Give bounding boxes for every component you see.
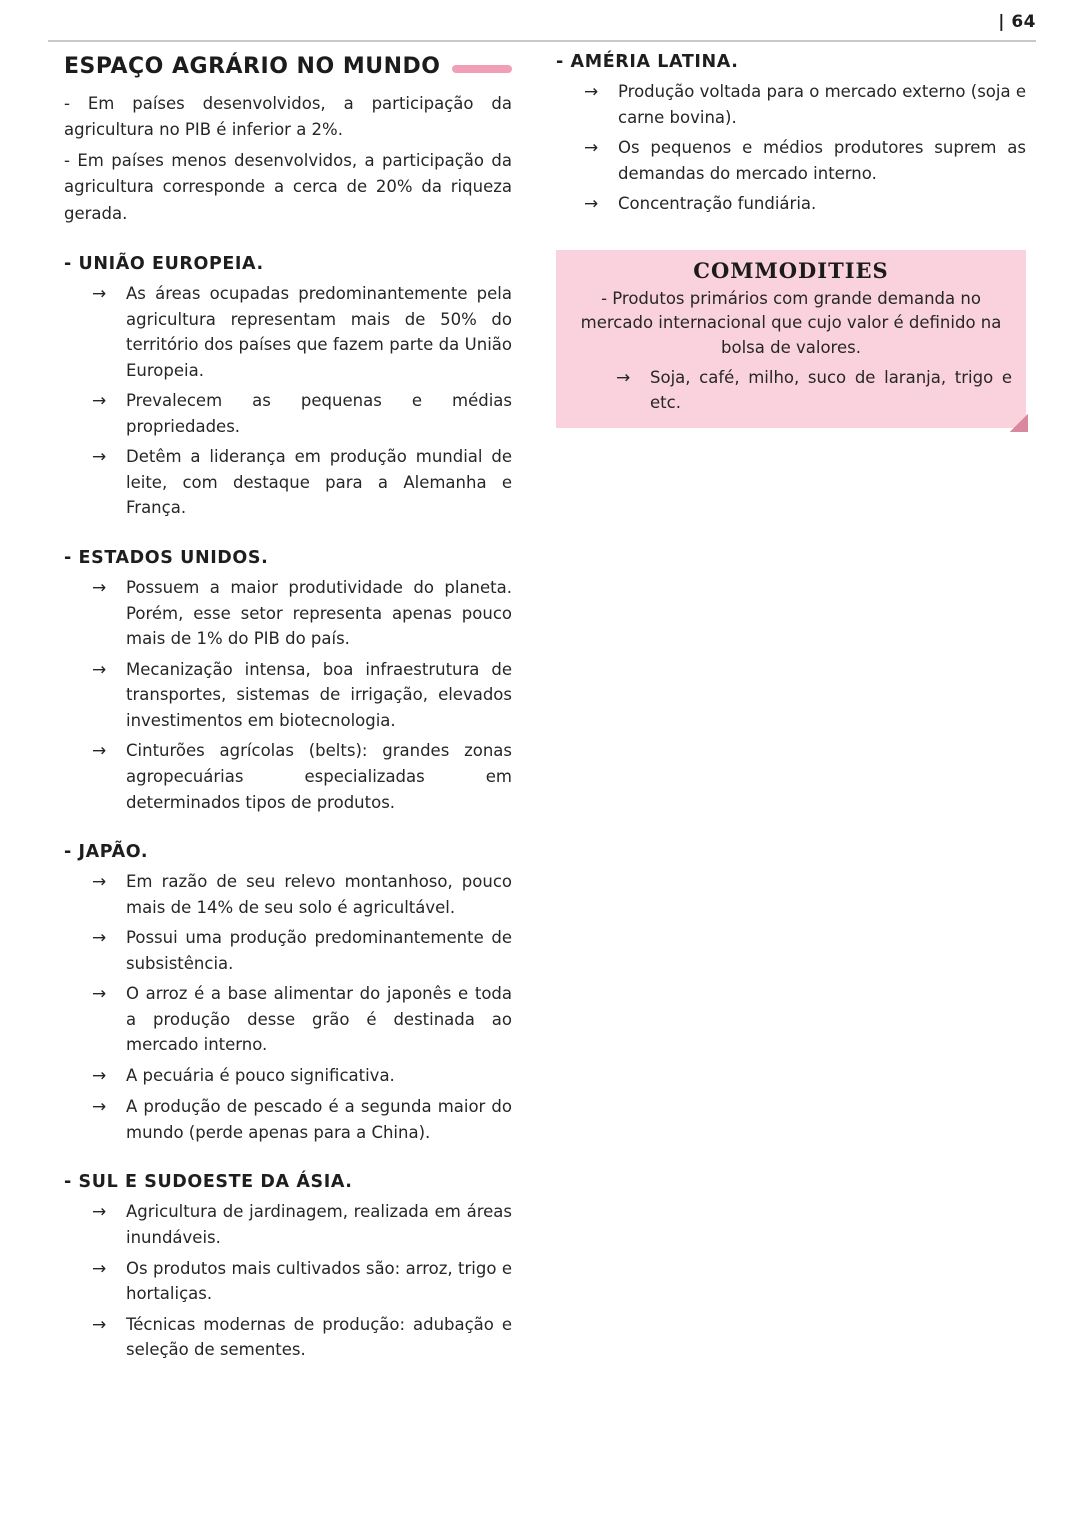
arrow-icon: →: [92, 1258, 107, 1279]
arrow-icon: →: [92, 447, 107, 468]
bullet-item: [64, 1199, 512, 1250]
bullet-item: [64, 1063, 512, 1089]
page-number: | 64: [998, 12, 1036, 32]
bullet-text: Agricultura de jardinagem, realizada em áreas inundáveis.: [126, 1202, 512, 1248]
arrow-icon: →: [92, 741, 107, 762]
right-column: [556, 52, 1026, 428]
bullet-item: [64, 444, 512, 521]
bullet-text: Técnicas modernas de produção: adubação e seleção de sementes.: [126, 1314, 512, 1360]
bullet-text: Os produtos mais cultivados são: arroz, trigo e hortaliças.: [126, 1258, 512, 1304]
arrow-icon: →: [92, 984, 107, 1005]
arrow-icon: →: [92, 1202, 107, 1223]
bullet-text: Possui uma produção predominantemente de subsistência.: [126, 928, 512, 973]
arrow-icon: →: [92, 872, 107, 893]
section-heading: - SUL E SUDOESTE DA ÁSIA.: [64, 1172, 353, 1193]
commodities-title: COMMODITIES: [693, 257, 889, 283]
arrow-icon: →: [92, 659, 107, 680]
bullet-text: Detêm a liderança em produção mundial de leite, com destaque para a Alemanha e França.: [126, 447, 512, 518]
title-highlight-bar: [452, 65, 512, 73]
bullet-text: A produção de pescado é a segunda maior do mundo (perde apenas para a China).: [126, 1097, 512, 1142]
intro-paragraph-1: - Em países desenvolvidos, a participação da agricultura no PIB é inferior a 2%.: [64, 94, 512, 140]
section-heading: - JAPÃO.: [64, 842, 149, 863]
arrow-icon: →: [92, 928, 107, 949]
bullet-text: Concentração fundiária.: [618, 194, 817, 214]
bullet-item: [64, 981, 512, 1058]
section-estados-unidos: [64, 548, 512, 815]
bullet-text: As áreas ocupadas predominantemente pela agricultura representam mais de 50% do território dos países que fazem parte da União Europeia.: [126, 283, 512, 380]
bullet-text: Em razão de seu relevo montanhoso, pouco mais de 14% de seu solo é agricultável.: [126, 872, 512, 917]
bullet-item: [64, 738, 512, 815]
section-heading: - ESTADOS UNIDOS.: [64, 548, 269, 569]
bullet-item: [556, 79, 1026, 130]
bullet-item: [64, 869, 512, 920]
folded-corner-icon: [1010, 414, 1028, 432]
bullet-item: [556, 191, 1026, 217]
bullet-text: Soja, café, milho, suco de laranja, trigo e etc.: [650, 367, 1012, 413]
bullet-item: [64, 1256, 512, 1307]
arrow-icon: →: [584, 82, 599, 102]
bullet-item: [556, 135, 1026, 186]
bullet-item: [570, 365, 1012, 416]
left-column: [64, 52, 512, 1368]
bullet-text: Prevalecem as pequenas e médias propriedades.: [126, 391, 512, 436]
bullet-item: [64, 1312, 512, 1363]
content-columns: [64, 52, 1034, 1368]
bullet-item: [64, 1094, 512, 1145]
section-heading: - AMÉRIA LATINA.: [556, 52, 739, 72]
bullet-item: [64, 925, 512, 976]
section-sul-sudoeste-asia: [64, 1172, 512, 1362]
bullet-text: Mecanização intensa, boa infraestrutura de transportes, sistemas de irrigação, elevados investimentos em biotecnologia.: [126, 659, 512, 730]
top-divider: [48, 40, 1036, 42]
intro-paragraph-2: - Em países menos desenvolvidos, a participação da agricultura corresponde a cerca de 20% da riqueza gerada.: [64, 150, 512, 223]
bullet-text: Produção voltada para o mercado externo (soja e carne bovina).: [618, 82, 1026, 127]
bullet-text: Possuem a maior produtividade do planeta. Porém, esse setor representa apenas pouco mais de 1% do PIB do país.: [126, 578, 512, 649]
commodities-body: - Produtos primários com grande demanda no mercado internacional que cujo valor é definido na bolsa de valores.: [580, 288, 1002, 358]
arrow-icon: →: [92, 1066, 107, 1087]
arrow-icon: →: [92, 283, 107, 304]
bullet-item: [64, 281, 512, 383]
section-heading: - UNIÃO EUROPEIA.: [64, 253, 264, 274]
section-america-latina: [556, 52, 1026, 218]
bullet-text: A pecuária é pouco significativa.: [126, 1066, 395, 1086]
bullet-text: Os pequenos e médios produtores suprem as demandas do mercado interno.: [618, 138, 1026, 183]
bullet-item: [64, 388, 512, 439]
arrow-icon: →: [92, 578, 107, 599]
section-japao: [64, 842, 512, 1145]
commodities-box: [556, 250, 1026, 428]
arrow-icon: →: [616, 367, 631, 388]
bullet-item: [64, 657, 512, 734]
bullet-item: [64, 575, 512, 652]
bullet-text: O arroz é a base alimentar do japonês e toda a produção desse grão é destinada ao mercado interno.: [126, 984, 512, 1055]
section-uniao-europeia: [64, 254, 512, 521]
arrow-icon: →: [92, 1097, 107, 1118]
arrow-icon: →: [584, 138, 599, 159]
arrow-icon: →: [92, 1314, 107, 1335]
page-title: ESPAÇO AGRÁRIO NO MUNDO: [64, 54, 441, 79]
arrow-icon: →: [92, 391, 107, 412]
title-row: [64, 54, 512, 79]
arrow-icon: →: [584, 194, 599, 215]
bullet-text: Cinturões agrícolas (belts): grandes zonas agropecuárias especializadas em determinados tipos de produtos.: [126, 741, 512, 812]
